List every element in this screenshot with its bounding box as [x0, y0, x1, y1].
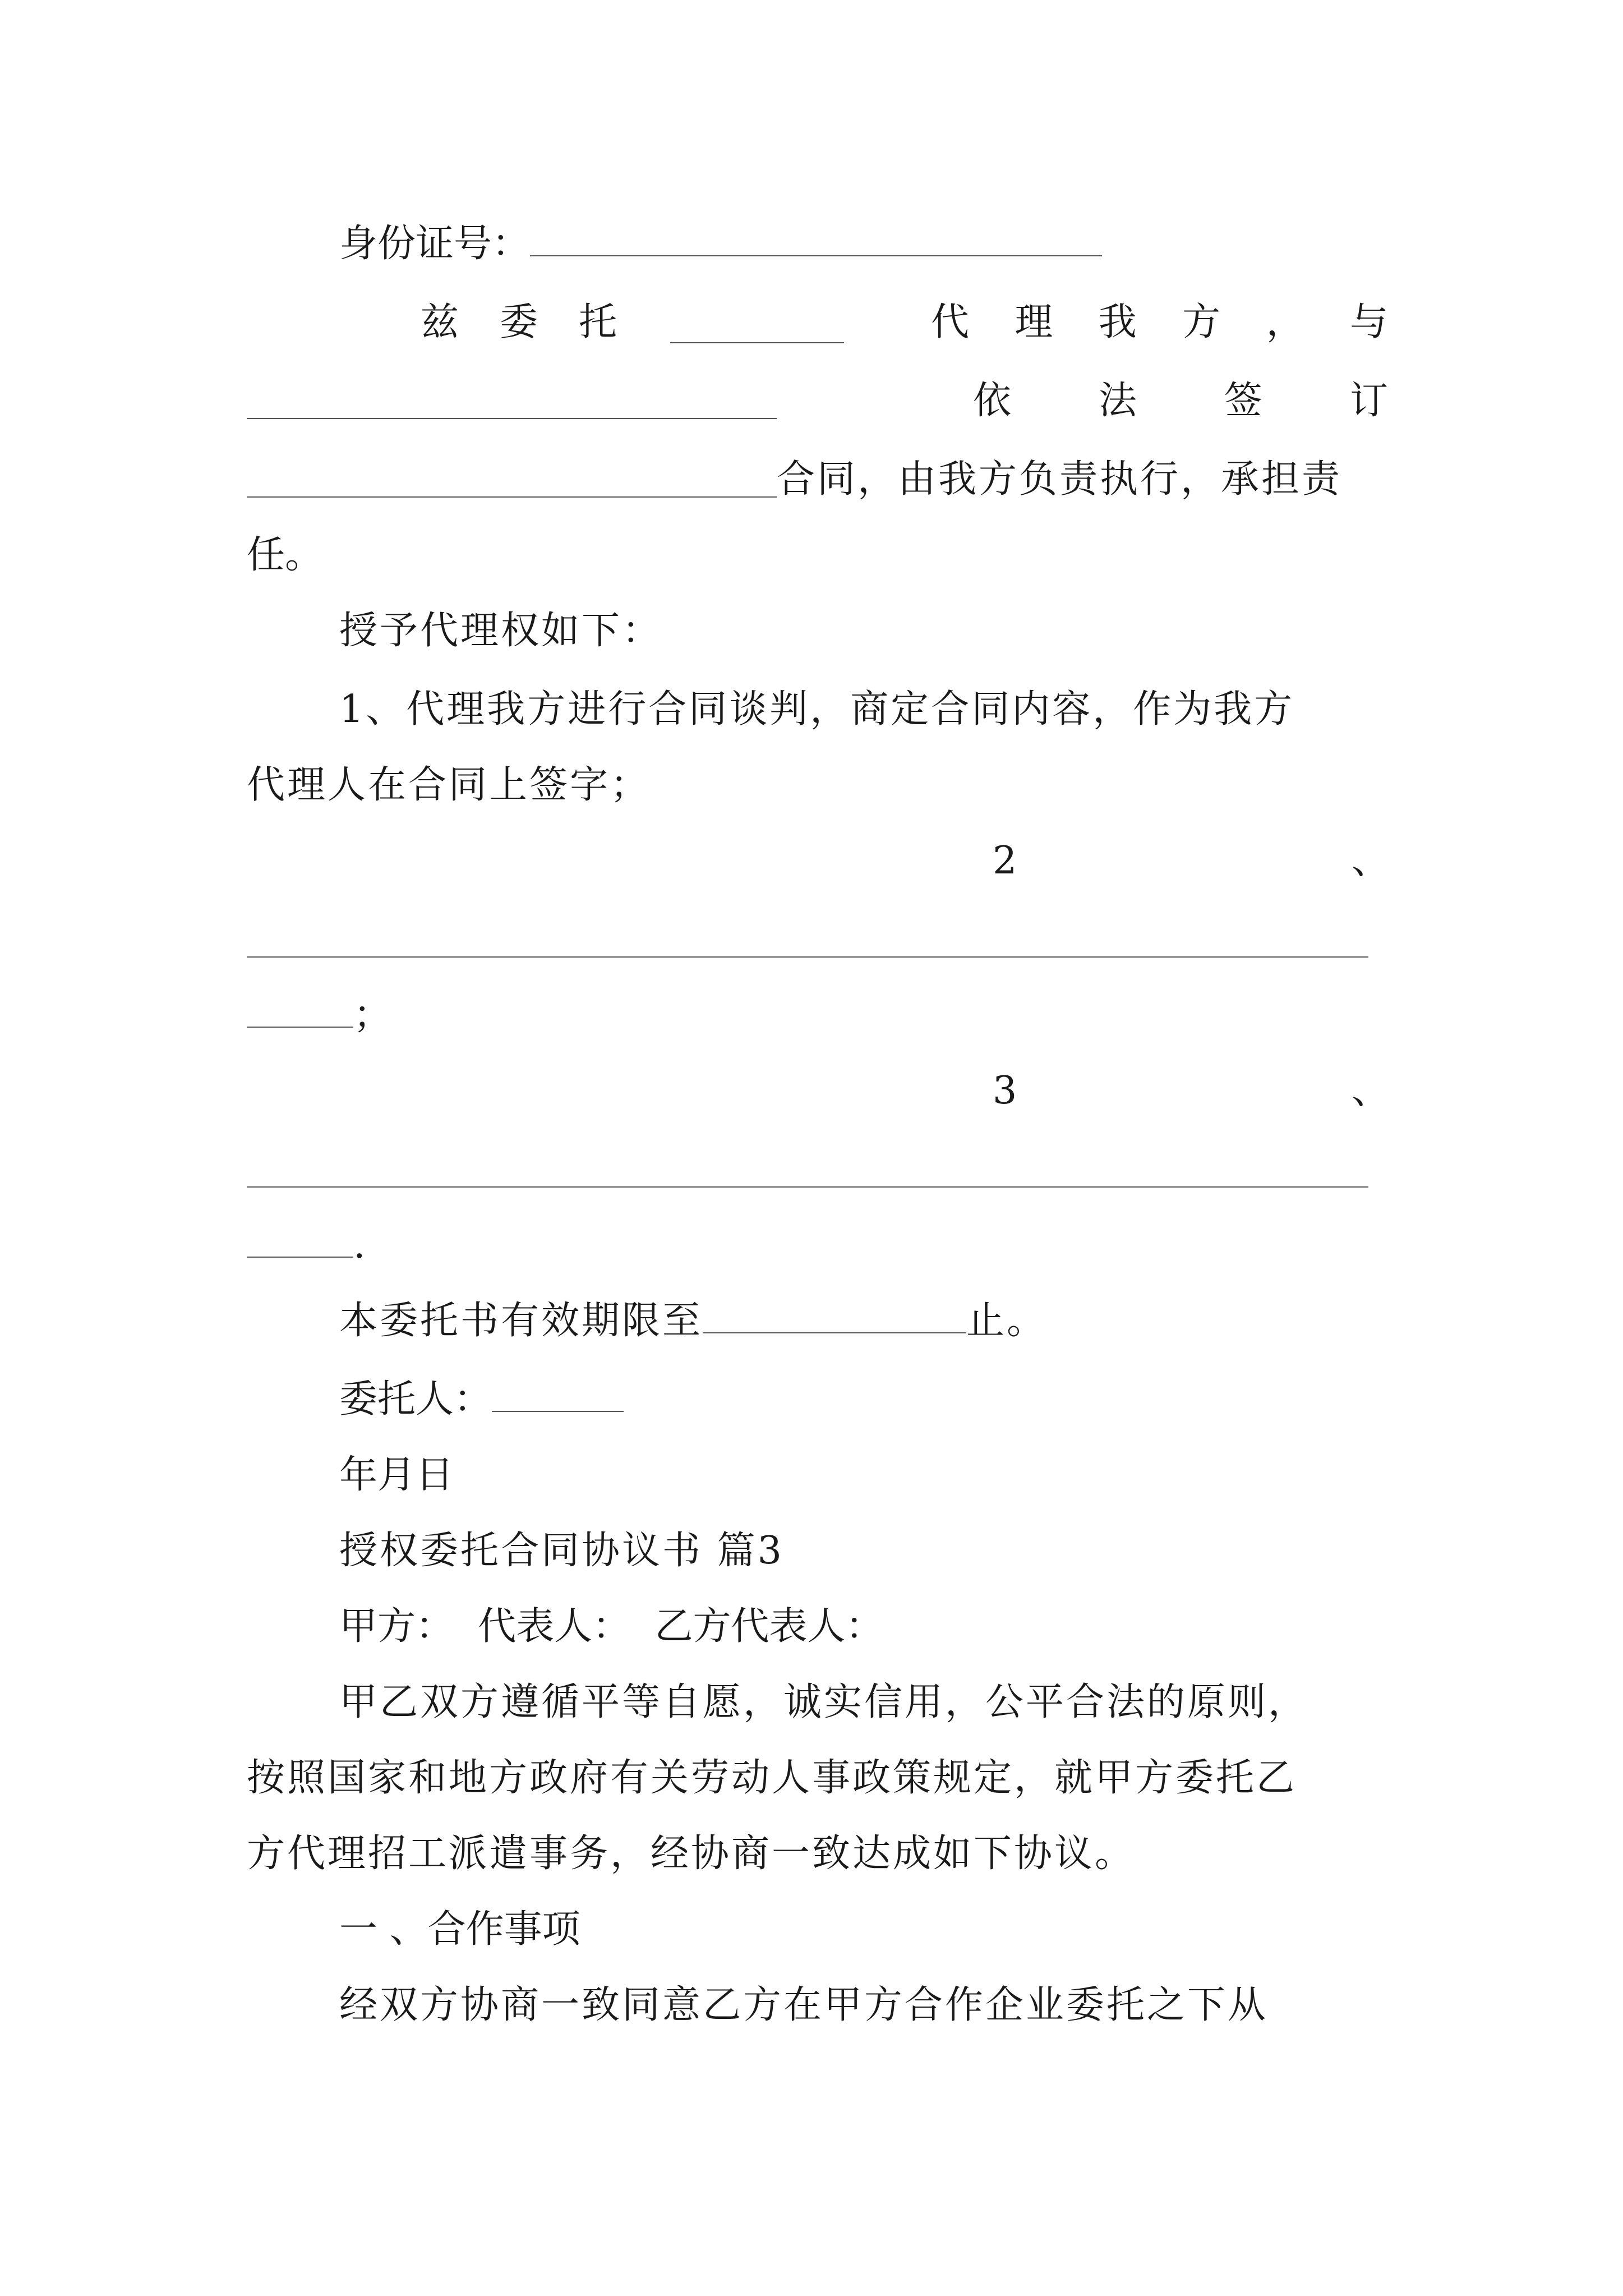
sign-char: 依 — [973, 379, 1012, 423]
entrust-char: 兹 — [421, 300, 459, 344]
item-2-number: 2 — [993, 839, 1017, 883]
id-number-blank — [530, 216, 1102, 256]
entrust-chars — [421, 295, 617, 351]
paragraph-1-line-c: 方代理招工派遣事务，经协商一致达成如下协议。 — [247, 1832, 1136, 1876]
paragraph-2-line-a: 经双方协商一致同意乙方在甲方合作企业委托之下从 — [339, 1983, 1269, 2027]
item-3-separator: 、 — [1352, 1069, 1390, 1113]
principal-blank — [492, 1372, 624, 1412]
contract-name-blank — [247, 496, 777, 498]
validity-end: 止。 — [966, 1299, 1048, 1343]
entrust-char: 托 — [578, 300, 617, 344]
date-line: 年月日 — [339, 1453, 454, 1497]
grant-title: 授予代理权如下： — [339, 609, 663, 653]
sign-char: 签 — [1224, 379, 1262, 423]
item-2-blank-short — [247, 987, 353, 1028]
item-2-end-line — [247, 987, 391, 1043]
paragraph-1-line-a: 甲乙双方遵循平等自愿，诚实信用，公平合法的原则， — [339, 1680, 1309, 1724]
agent-char: 方 — [1182, 300, 1221, 344]
agent-chars — [931, 295, 1388, 351]
agent-char: 与 — [1349, 300, 1388, 344]
section-title: 授权委托合同协议书 篇3 — [339, 1529, 784, 1573]
principal-label: 委托人： — [339, 1377, 492, 1421]
sign-chars — [973, 373, 1388, 429]
parties-line: 甲方： 代表人： 乙方代表人： — [339, 1604, 884, 1649]
item-1-line-a: 1、代理我方进行合同谈判，商定合同内容，作为我方 — [339, 687, 1295, 731]
item-3-end-line — [247, 1217, 366, 1273]
agent-char: 代 — [931, 300, 970, 344]
item-3-blank-short — [247, 1217, 353, 1258]
contract-tail-text-2: 任。 — [247, 533, 324, 577]
agent-char: 理 — [1015, 300, 1053, 344]
validity-blank — [703, 1293, 966, 1333]
item-2-blank-long — [247, 956, 1368, 958]
id-number-label: 身份证号： — [339, 222, 531, 266]
item-2-separator: 、 — [1352, 839, 1390, 883]
id-number-line — [339, 216, 1102, 272]
sign-char: 订 — [1349, 379, 1388, 423]
validity-label: 本委托书有效期限至 — [339, 1299, 703, 1343]
agent-char: ， — [1266, 300, 1304, 344]
sign-char: 法 — [1098, 379, 1137, 423]
item-3-blank-long — [247, 1186, 1368, 1188]
contract-tail-text: 合同，由我方负责执行，承担责 — [777, 457, 1343, 501]
item-3-number: 3 — [993, 1069, 1017, 1113]
agent-char: 我 — [1098, 300, 1137, 344]
heading-cooperation: 一 、合作事项 — [339, 1907, 580, 1952]
entrust-char: 委 — [499, 300, 538, 344]
item-3-end: . — [353, 1223, 366, 1267]
item-1-line-b: 代理人在合同上签字； — [247, 763, 651, 807]
counterparty-blank — [247, 418, 777, 419]
paragraph-1-line-b: 按照国家和地方政府有关劳动人事政策规定，就甲方委托乙 — [247, 1756, 1297, 1800]
agent-name-blank — [670, 342, 844, 343]
principal-line — [339, 1372, 624, 1428]
item-2-end: ； — [353, 993, 392, 1037]
validity-line — [339, 1293, 1047, 1349]
